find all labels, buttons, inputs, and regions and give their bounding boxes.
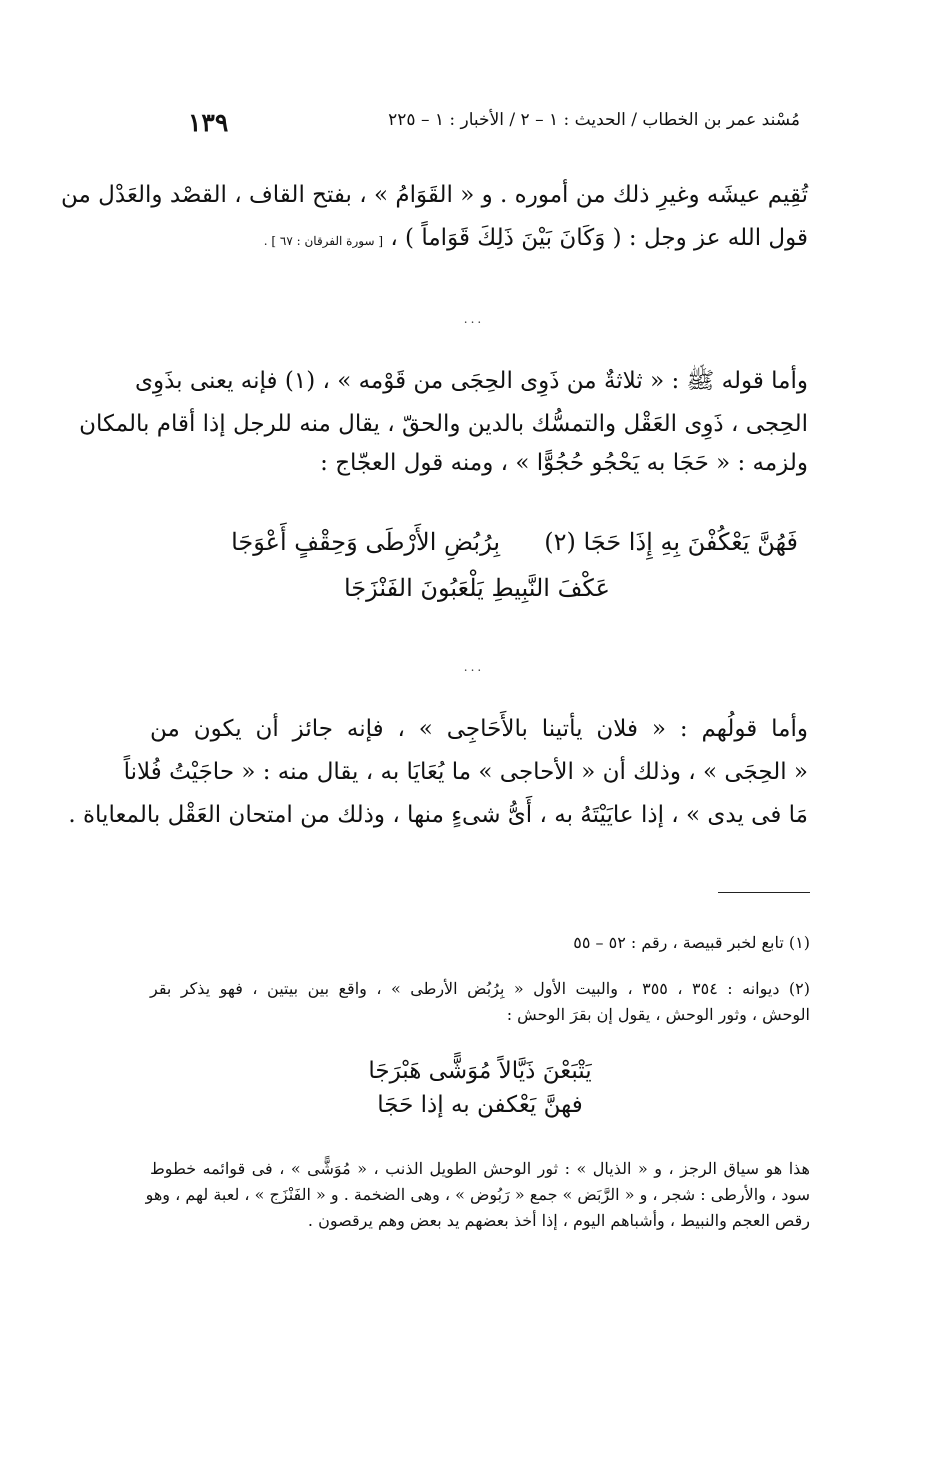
text-line (150, 219, 808, 261)
footnote-text: (١) تابع لخبر قبيصة ، رقم : ٥٢ – ٥٥ (573, 933, 810, 952)
page-number: ١٣٩ (188, 108, 229, 137)
text-line: مَا فى يدى » ، إذا عايَيْتَهُ به ، أَىُّ شىءٍ منها ، وذلك من امتحان العَقْل بالمعاياة . (68, 802, 808, 828)
text-line: وأما قوله ﷺ : « ثلاثةٌ من ذَوِى الحِجَى من قَوْمه » ، (١) فإنه يعنى بذَوِى (134, 368, 808, 394)
text-line: تُقِيم عيشَه وغيرِ ذلك من أموره . و « القَوَامُ » ، بفتح القاف ، القصْد والعَدْل من (61, 182, 808, 208)
footnote-2 (150, 976, 810, 1028)
footnote-1 (150, 930, 810, 956)
paragraph-qawam (61, 176, 808, 261)
text-line: ولزمه : « حَجَا به يَحْجُو حُجُوًّا » ، ومنه قول العجّاج : (320, 450, 808, 476)
verse-hemistich-left: بِرُبُضِ الأَرْطَى وَحِقْفٍ أَعْوَجَا (231, 528, 500, 556)
section-separator: ... (463, 660, 485, 674)
running-title: مُسْند عمر بن الخطاب / الحديث : ١ – ٢ / الأخبار : ١ – ٢٢٥ (388, 110, 800, 130)
text-line: وأما قولُهم : « فلان يأتينا بالأَحَاجِى » ، فإنه جائز أن يكون من (150, 716, 808, 742)
text-line: الحِجى ، ذَوِى العَقْل والتمسُّك بالدين والحقّ ، يقال منه للرجل إذا أقام بالمكان (79, 411, 808, 437)
text-line: « الحِجَى » ، وذلك أن « الأحاجى » ما يُعَايَا به ، يقال منه : « حاجَيْتُ فُلاناً (123, 759, 808, 785)
footnote-verse (330, 1054, 630, 1122)
page-header (150, 108, 800, 142)
footnote-text: (٢) ديوانه : ٣٥٤ ، ٣٥٥ ، والبيت الأول « بِرُبُض الأرطى » ، واقع بين بيتين ، فهو يذكر بقر (150, 979, 810, 998)
footnote-text: سود ، والأرطى : شجر ، و « الرَّبَض » جمع « رَبُوض » ، وهى الضخمة . و « الفَنْزَج » ، لعبة لهم ، وهو (145, 1185, 810, 1204)
footnote-verse-line: فهنَّ يَعْكفن به إذا حَجَا (377, 1092, 583, 1118)
verse-line-2: عَكْفَ النَّبِيطِ يَلْعَبُونَ الفَنْزَجَا (343, 574, 610, 602)
footnote-text: الوحش ، وثور الوحش ، يقول إن بقرَ الوحش : (506, 1005, 810, 1024)
quran-citation: [ سورة الفرقان : ٦٧ ] . (263, 234, 384, 248)
paragraph-hija (79, 362, 808, 483)
footnote-verse-line: يَتْبَعْنَ ذَيَّالاً مُوَشًّى هَبْرَجَا (368, 1058, 592, 1084)
verse-hemistich-right: فَهُنَّ يَعْكُفْنَ بِهِ إِذَا حَجَا (٢) (544, 528, 798, 556)
footnote-commentary (145, 1156, 810, 1234)
section-separator: ... (463, 312, 485, 326)
quran-quote: قول الله عز وجل : ( وَكَانَ بَيْنَ ذَلِكَ قَوَاماً ) ، (383, 225, 808, 251)
footnote-text: رقص العجم والنبيط ، وأشباهم اليوم ، إذا أخذ بعضهم يد بعض وهم يرقصون . (307, 1211, 810, 1230)
paragraph-ahaji (68, 710, 808, 835)
footnote-rule (718, 892, 810, 893)
footnote-text: هذا هو سياق الرجز ، و « الذيال » : ثور الوحش الطويل الذنب ، « مُوَشًّى » ، فى قوائمه خطوط (150, 1159, 810, 1178)
